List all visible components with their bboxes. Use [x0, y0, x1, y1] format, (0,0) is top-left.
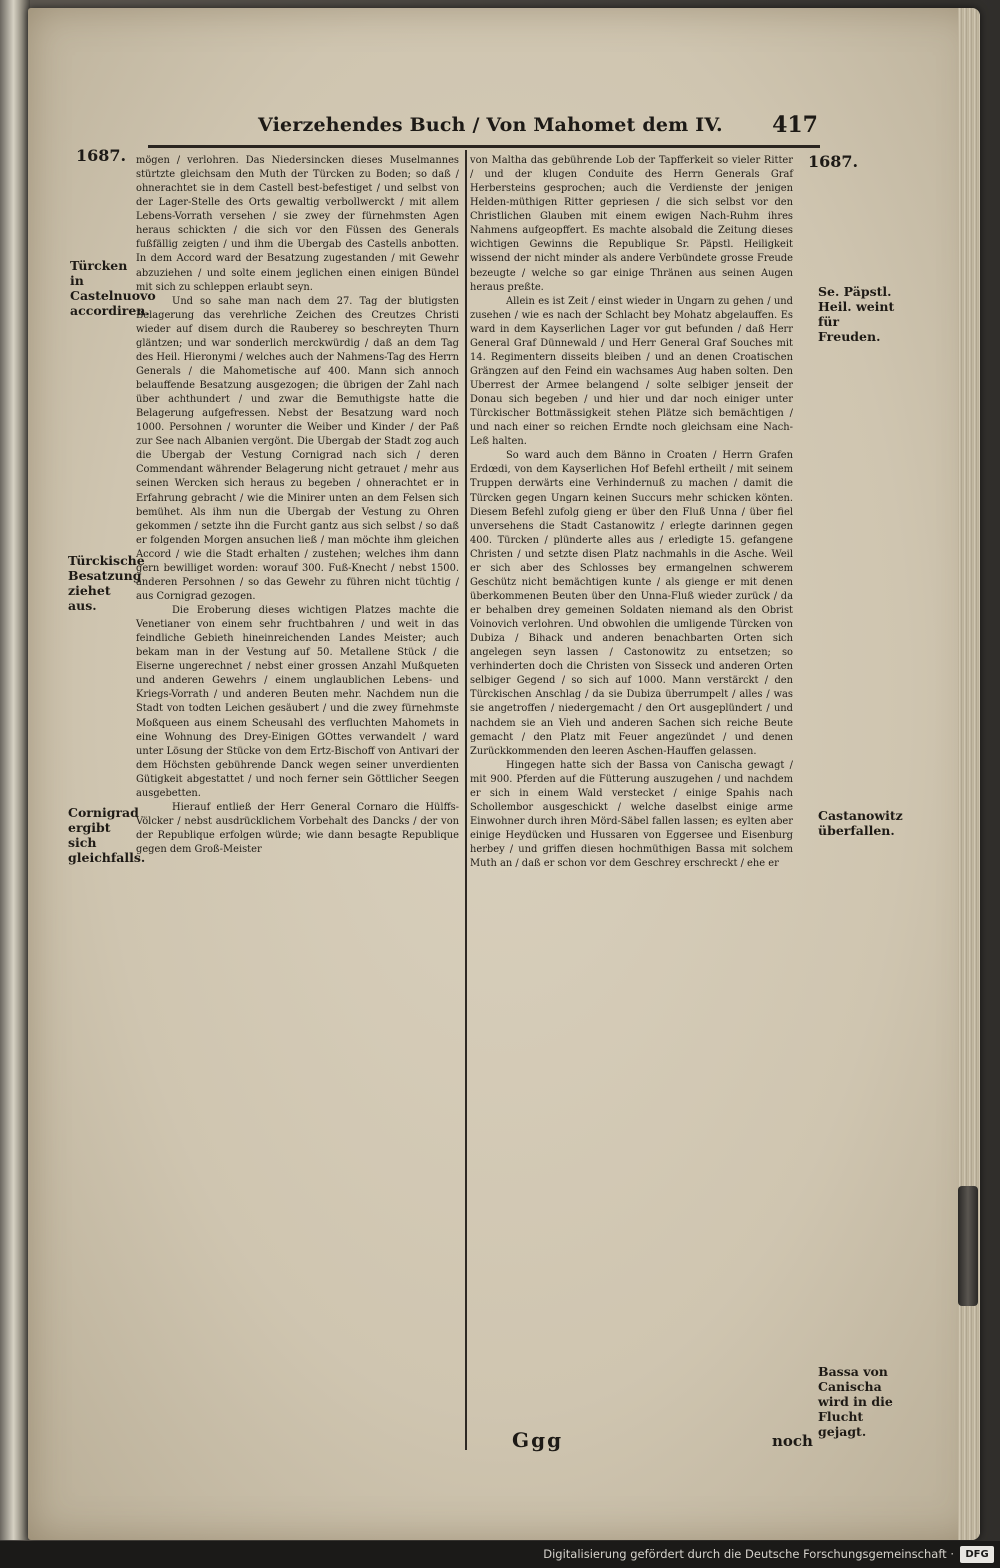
running-title: Vierzehendes Buch / Von Mahomet dem IV. — [258, 114, 723, 136]
book-binding — [0, 0, 30, 1540]
page-edge — [958, 8, 980, 1540]
column-divider — [465, 150, 467, 1450]
header-rule — [148, 145, 820, 148]
signature-mark: Ggg — [512, 1428, 564, 1452]
marginal-note: Se. Päpstl. Heil. weint für Freuden. — [818, 284, 895, 344]
marginal-note: Türckische Besatzung ziehet aus. — [68, 553, 145, 613]
page-number: 417 — [772, 112, 818, 138]
paragraph: von Maltha das gebührende Lob der Tapfferkeit so vieler Ritter / und der klugen Conduite des Herrn Generals Graf Herbersteins gesprochen; auch die Verdienste der jenigen Helden-müthigen Ritter gepriesen / die sich selbst vor den Christlichen Glauben mit einem ewigen Nach-Ruhm ihres Nahmens aufgeopffert. Es machte alsobald die Zeitung dieses wichtigen Gewinns die Republique Sr. Päpstl. Heiligkeit wissend der nicht minder als andere Verbündete grosse Freude bezeugte / welche so gar einige Thränen aus seinen Augen heraus preßte. — [470, 155, 793, 293]
paragraph: Die Eroberung dieses wichtigen Platzes machte die Venetianer von einem sehr fruchtbahren / und weit in das feindliche Gebieth hineinreichenden Landes Meister; auch bekam man in der Vestung auf 50. Metallene Stück / die Eiserne ungerechnet / nebst einer grossen Anzahl Mußqueten und anderen Gewehrs / einem unglaublichen Lebens- und Kriegs-Vorrath / und anderen Beuten mehr. Nachdem nun die Stadt von todten Leichen gesäubert / und die zwey fürnehmste Moßqueen aus einem Scheusahl des verfluchten Mahomets in eine Wohnung des Drey-Einigen GOttes verwandelt / ward unter Lösung der Stücke von dem Ertz-Bischoff von Antivari der dem Höchsten gebührende Danck wegen seiner unverdienten Gütigkeit abgestattet / und noch ferner sein Göttlicher Seegen ausgebetten. — [136, 605, 459, 799]
marginal-note: Bassa von Canischa wird in die Flucht gejagt. — [818, 1364, 893, 1439]
credit-text: Digitalisierung gefördert durch die Deutsche Forschungsgemeinschaft · — [543, 1547, 954, 1561]
page-clip — [958, 1186, 978, 1306]
credit-bar — [0, 1541, 1000, 1568]
text-column-right — [470, 154, 793, 1454]
paragraph: Allein es ist Zeit / einst wieder in Ungarn zu gehen / und zusehen / wie es nach der Schlacht bey Mohatz abgelauffen. Es ward in dem Kayserlichen Lager vor gut befunden / daß Herr General Graf Dünnewald / und Herr General Graf Souches mit 14. Regimentern disseits bleiben / und an denen Croatischen Grängzen auf den Feind ein wachsames Aug haben solten. Den Uberrest der Armee belangend / solte selbiger jenseit der Donau sich begeben / und hier und dar noch einiger unter Türckischer Bottmässigkeit stehen Plätze sich bemächtigen / und nach einer so reichen Erndte noch gleichsam eine Nach-Leß halten. — [470, 295, 793, 448]
year-left: 1687. — [76, 146, 127, 165]
marginal-note: Türcken in Castelnuovo accordiren. — [70, 258, 156, 318]
marginal-note: Cornigrad ergibt sich gleichfalls. — [68, 805, 146, 865]
paragraph: mögen / verlohren. Das Niedersincken dieses Muselmannes stürtzte gleichsam den Muth der Türcken zu Boden; so daß / ohnerachtet sie in dem Castell best-befestiget / und selbst von der Lager-Stelle des Orts gewaltig verbollwerckt / mit allem Lebens-Vorrath versehen / sie zwey der fürnehmsten Agen heraus schickten / die sich vor den Füssen des Generals fußfällig zeigten / und ihm die Ubergab des Castells anbotten. In dem Accord ward der Besatzung zugestanden / mit Gewehr abzuziehen / und solte einem jeglichen einen einigen Bündel mit sich zu schleppen erlaubt seyn. — [136, 155, 459, 293]
paragraph: Hingegen hatte sich der Bassa von Canischa gewagt / mit 900. Pferden auf die Fütterung auszugehen / und nachdem er sich in einem Wald verstecket / einige Spahis nach Schollembor ausgeschickt / welche daselbst einige arme Einwohner durch ihren Mörd-Säbel fallen lassen; es eylten aber einige Heydücken und Hussaren von Eggersee und Eisenburg herbey / und griffen diesen hochmüthigen Bassa mit solchem Muth an / daß er schon vor dem Geschrey erschreckt / ehe er — [470, 759, 793, 870]
dfg-logo-icon: DFG — [960, 1546, 994, 1563]
paragraph: Und so sahe man nach dem 27. Tag der blutigsten Belagerung das verehrliche Zeichen des Creutzes Christi wieder auf disem durch die Rauberey so beschreyten Thurn gläntzen; und war sonderlich merckwürdig / daß an dem Tag des Heil. Hieronymi / welches auch der Nahmens-Tag des Herrn Generals / die Mahometische auf 400. Mann sich annoch belauffende Besatzung ausgezogen; die übrigen der Zahl nach über achthundert / und zwar die Bemuthigste hatte die Belagerung aufgefressen. Nebst der Besatzung ward noch 1000. Persohnen / worunter die Weiber und Kinder / der Paß zur See nach Albanien vergönt. Die Ubergab der Stadt zog auch die Ubergab der Vestung Cornigrad nach sich / deren Commendant währender Belagerung nicht getrauet / mehr aus seinen Wercken sich heraus zu begeben / ohnerachtet er in Erfahrung gebracht / wie die Minirer unten an dem Felsen sich bemühet. Als ihm nun die Ubergab der Vestung zu Ohren gekommen / setzte ihn die Furcht gantz aus sich selbst / so daß er folgenden Morgen ansuchen ließ / man möchte ihm gleichen Accord / wie die Stadt erhalten / zustehen; welches ihm dann gern bewilliget worden: worauf 300. Fuß-Knecht / nebst 1500. anderen Persohnen / so das Gewehr zu führen nicht tüchtig / aus Cornigrad gezogen. — [136, 295, 459, 602]
marginal-note: Castanowitz überfallen. — [818, 808, 903, 838]
text-column-left — [136, 154, 459, 1454]
catchword: noch — [772, 1432, 813, 1450]
paragraph: So ward auch dem Bänno in Croaten / Herrn Grafen Erdœdi, von dem Kayserlichen Hof Befehl ertheilt / mit seinem Truppen derwärts eine Verhindernuß zu machen / damit die Türcken gegen Ungarn keinen Succurs mehr schicken könten. Diesem Befehl zufolg gieng er über den Fluß Unna / über fiel unversehens die Stadt Castanowitz / erlegte darinnen gegen 400. Türcken / plünderte alles aus / erledigte 15. gefangene Christen / und setzte disen Platz nachmahls in die Asche. Weil er sich aber des Schlosses bey ermangelnen schwerem Geschütz nicht bemächtigen kunte / als gienge er mit denen überkommenen Beuten über den Unna-Fluß wieder zurück / da er behalben drey gemeinen Soldaten niemand als den Obrist Voinovich verlohren. Und obwohlen die umligende Türcken von Dubiza / Bihack und anderen benachbarten Orten sich angelegen seyn lassen / Castonowitz zu entsetzen; so verhinderten doch die Christen von Sisseck und anderen Orten selbiger Gegend / so sich auf 1000. Mann verstärckt / den Türckischen Anschlag / da sie Dubiza überrumpelt / alles / was sie angetroffen / niedergemacht / den Ort ausgeplündert / und nachdem sie an Vieh und anderen Sachen sich reiche Beute gemacht / den Platz mit Feuer angezündet / und denen Zurückkommenden den leeren Aschen-Hauffen gelassen. — [470, 450, 793, 757]
running-head — [258, 112, 818, 142]
paragraph: Hierauf entließ der Herr General Cornaro die Hülffs-Völcker / nebst ausdrücklichem Vorbehalt des Dancks / der von der Republique erfolgen würde; wie dann besagte Republique gegen dem Groß-Meister — [136, 801, 459, 856]
year-right: 1687. — [808, 152, 859, 171]
